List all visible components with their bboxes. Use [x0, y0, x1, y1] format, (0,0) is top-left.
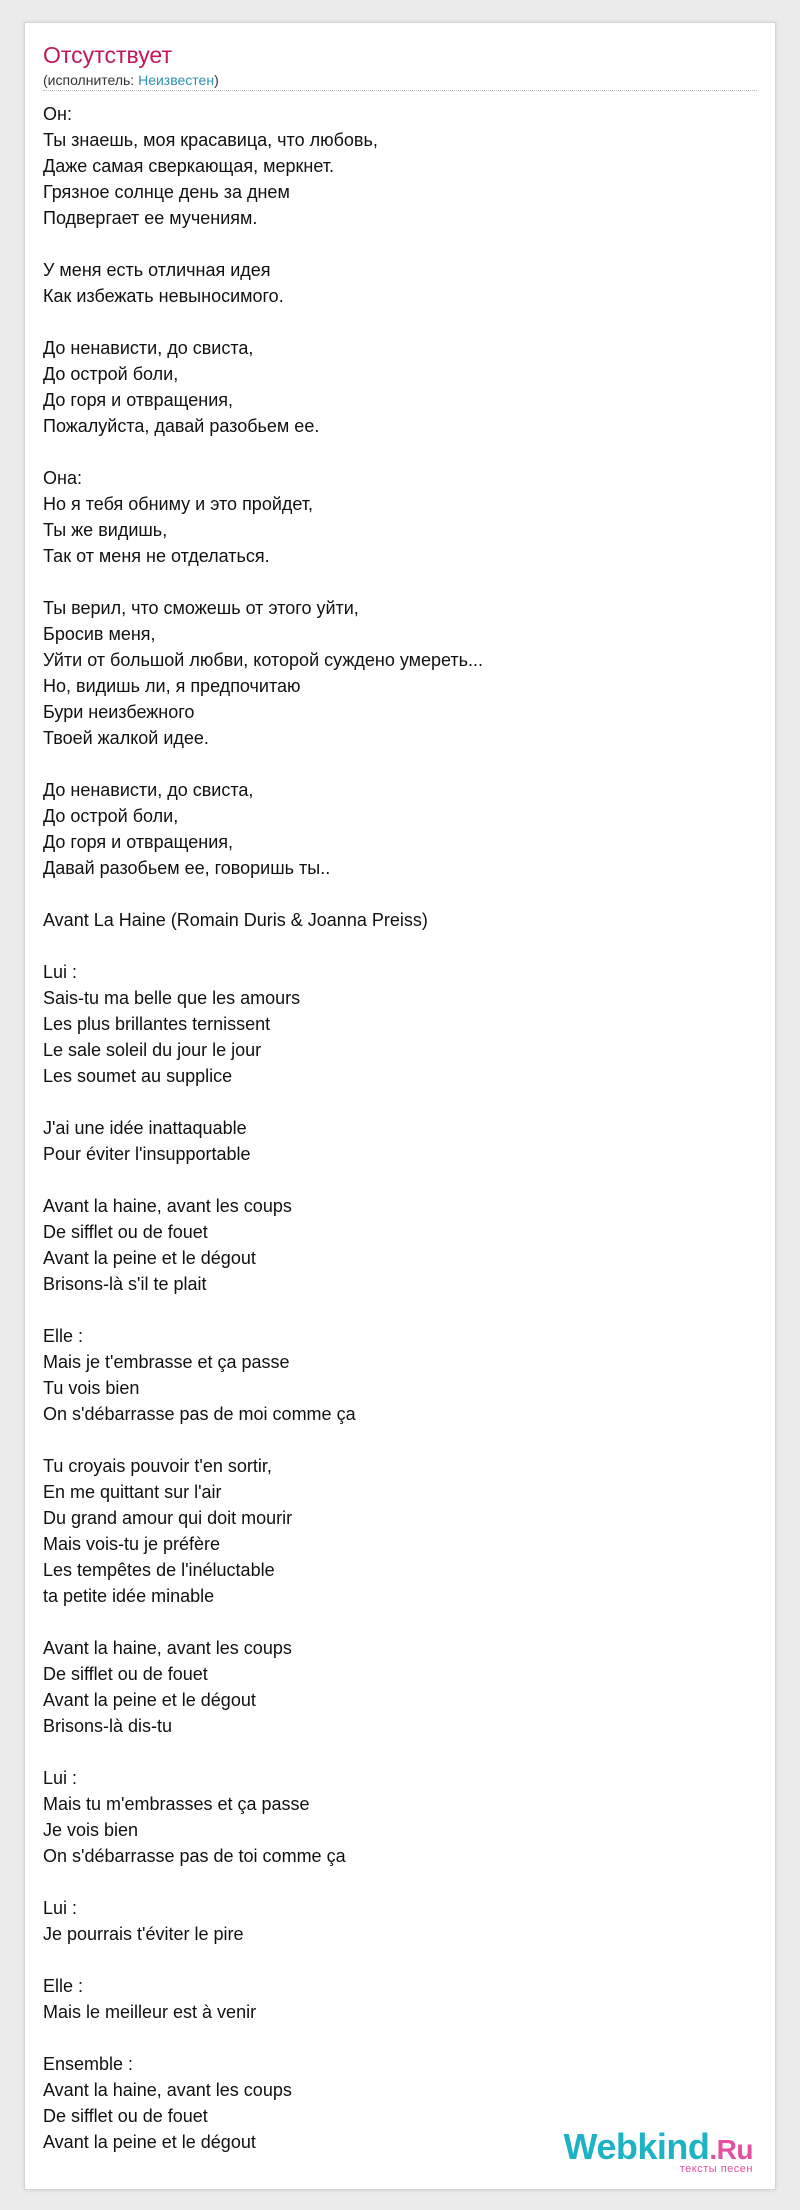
lyric-line [43, 439, 757, 465]
lyric-line: On s'débarrasse pas de toi comme ça [43, 1846, 346, 1867]
lyric-line: Но, видишь ли, я предпочитаю [43, 676, 301, 697]
lyrics-card [24, 22, 776, 2190]
lyric-line [43, 881, 757, 907]
lyric-line: Но я тебя обниму и это пройдет, [43, 494, 314, 515]
lyric-line: Она: [43, 468, 82, 489]
logo-tagline: тексты песен [679, 2163, 753, 2175]
lyric-line: Mais le meilleur est à venir [43, 2002, 257, 2023]
lyric-line [43, 1739, 757, 1765]
lyric-line: De sifflet ou de fouet [43, 1222, 208, 1243]
lyric-line: Brisons-là dis-tu [43, 1716, 173, 1737]
lyric-line: Le sale soleil du jour le jour [43, 1040, 262, 1061]
lyric-line: Je vois bien [43, 1820, 139, 1841]
lyric-line: До ненависти, до свиста, [43, 780, 254, 801]
lyric-line: Avant la haine, avant les coups [43, 1196, 292, 1217]
lyric-line: До ненависти, до свиста, [43, 338, 254, 359]
artist-line [43, 72, 757, 91]
lyric-line: До горя и отвращения, [43, 832, 234, 853]
lyric-line [43, 569, 757, 595]
lyric-line: Sais-tu ma belle que les amours [43, 988, 301, 1009]
lyric-line: Je pourrais t'éviter le pire [43, 1924, 244, 1945]
lyric-line [43, 231, 757, 257]
lyric-line: До горя и отвращения, [43, 390, 234, 411]
lyric-line: У меня есть отличная идея [43, 260, 271, 281]
artist-link[interactable]: Неизвестен [138, 72, 215, 89]
lyric-line: Пожалуйста, давай разобьем ее. [43, 416, 320, 437]
lyric-line: Как избежать невыносимого. [43, 286, 284, 307]
lyric-line: J'ai une idée inattaquable [43, 1118, 247, 1139]
logo-brand-text: Webkind [563, 2126, 710, 2167]
logo-tld: .Ru [709, 2134, 753, 2165]
logo-brand [563, 2126, 753, 2167]
lyric-line: Avant la peine et le dégout [43, 1248, 256, 1269]
artist-suffix: ) [214, 72, 219, 89]
lyric-line: Brisons-là s'il te plait [43, 1274, 207, 1295]
lyric-line: Avant la peine et le dégout [43, 2132, 256, 2153]
song-title: Отсутствует [43, 42, 172, 68]
lyric-line: Lui : [43, 962, 78, 983]
lyric-line: Ты знаешь, моя красавица, что любовь, [43, 130, 378, 151]
lyric-line: Lui : [43, 1898, 78, 1919]
lyric-line: Avant la peine et le dégout [43, 1690, 256, 1711]
lyric-line: Подвергает ее мучениям. [43, 208, 258, 229]
lyric-line: Elle : [43, 1976, 84, 1997]
lyric-line: Давай разобьем ее, говоришь ты.. [43, 858, 331, 879]
lyric-line: Elle : [43, 1326, 84, 1347]
lyric-line: Ты верил, что сможешь от этого уйти, [43, 598, 359, 619]
lyric-line [43, 2025, 757, 2051]
lyric-line: До острой боли, [43, 364, 179, 385]
lyric-line: De sifflet ou de fouet [43, 2106, 208, 2127]
lyric-line: Tu croyais pouvoir t'en sortir, [43, 1456, 272, 1477]
lyric-line: Так от меня не отделаться. [43, 546, 270, 567]
site-logo[interactable] [563, 2126, 753, 2175]
lyric-line: Бросив меня, [43, 624, 156, 645]
lyric-line: До острой боли, [43, 806, 179, 827]
lyric-line: Mais vois-tu je préfère [43, 1534, 221, 1555]
lyric-line: Mais tu m'embrasses et ça passe [43, 1794, 310, 1815]
lyric-line: Avant la haine, avant les coups [43, 2080, 292, 2101]
lyric-line: ta petite idée minable [43, 1586, 215, 1607]
lyric-line: Pour éviter l'insupportable [43, 1144, 251, 1165]
lyric-line [43, 1427, 757, 1453]
lyric-line: Ты же видишь, [43, 520, 168, 541]
lyrics-body [43, 101, 757, 2155]
lyric-line: Грязное солнце день за днем [43, 182, 290, 203]
lyric-line [43, 309, 757, 335]
lyric-line: Mais je t'embrasse et ça passe [43, 1352, 290, 1373]
lyric-line [43, 751, 757, 777]
lyric-line [43, 933, 757, 959]
lyric-line [43, 1089, 757, 1115]
lyric-line [43, 1869, 757, 1895]
lyric-line: Он: [43, 104, 72, 125]
lyric-line: Du grand amour qui doit mourir [43, 1508, 293, 1529]
lyric-line: Lui : [43, 1768, 78, 1789]
lyric-line [43, 1167, 757, 1193]
lyric-line: Твоей жалкой идее. [43, 728, 209, 749]
lyric-line: Ensemble : [43, 2054, 134, 2075]
lyric-line [43, 1297, 757, 1323]
lyric-line: On s'débarrasse pas de moi comme ça [43, 1404, 356, 1425]
lyric-line [43, 1947, 757, 1973]
lyric-line: Avant la haine, avant les coups [43, 1638, 292, 1659]
lyric-line: Avant La Haine (Romain Duris & Joanna Preiss) [43, 910, 428, 931]
lyric-line: Les soumet au supplice [43, 1066, 233, 1087]
lyric-line: Les tempêtes de l'inéluctable [43, 1560, 275, 1581]
lyric-line: En me quittant sur l'air [43, 1482, 222, 1503]
lyric-line: Les plus brillantes ternissent [43, 1014, 271, 1035]
lyric-line: Даже самая сверкающая, меркнет. [43, 156, 335, 177]
lyric-line [43, 1609, 757, 1635]
lyric-line: Бури неизбежного [43, 702, 195, 723]
artist-prefix: (исполнитель: [43, 72, 139, 89]
lyric-line: De sifflet ou de fouet [43, 1664, 208, 1685]
lyric-line: Уйти от большой любви, которой суждено умереть... [43, 650, 484, 671]
lyric-line: Tu vois bien [43, 1378, 140, 1399]
